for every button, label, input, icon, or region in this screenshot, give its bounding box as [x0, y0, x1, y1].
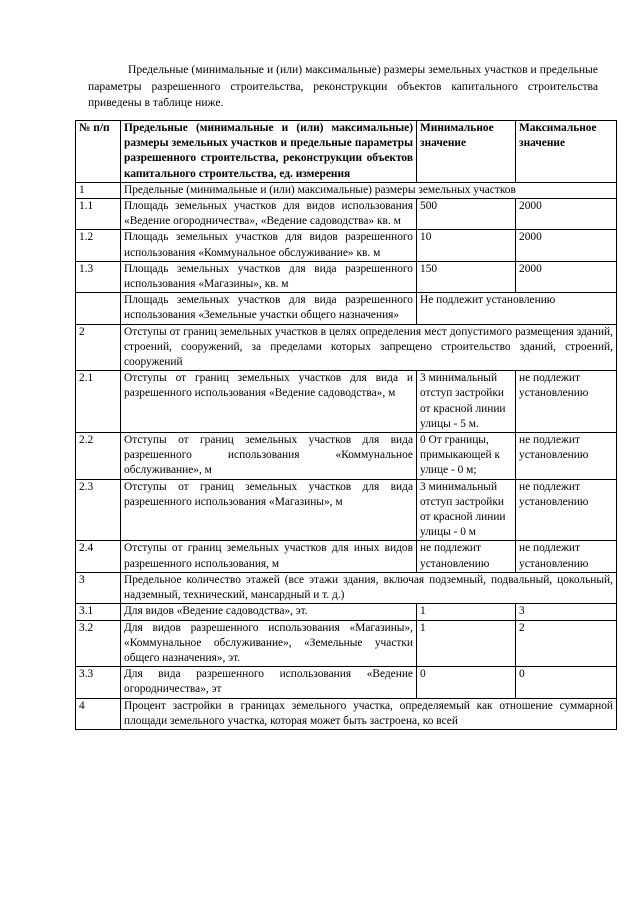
- row-number: 2.2: [76, 433, 121, 480]
- table-row: [76, 230, 617, 261]
- row-parameter: Отступы от границ земельных участков для вида и разрешенного использования «Ведение садоводства», м: [121, 371, 417, 433]
- row-min-value: 150: [417, 261, 516, 292]
- header-number: № п/п: [76, 121, 121, 183]
- table-row: [76, 604, 617, 620]
- row-parameter: Для вида разрешенного использования «Ведение огородничества», эт: [121, 667, 417, 698]
- row-parameter: Площадь земельных участков для вида разрешенного использования «Земельные участки общего назначения»: [121, 293, 417, 324]
- row-number: 2: [76, 324, 121, 371]
- row-number: 1.2: [76, 230, 121, 261]
- header-max: Максимальное значение: [516, 121, 617, 183]
- row-number: 3.2: [76, 620, 121, 667]
- row-min-value: 0: [417, 667, 516, 698]
- intro-paragraph: Предельные (минимальные и (или) максимальные) размеры земельных участков и предельные параметры разрешенного строительства, реконструкции объектов капитального строительства приведены в таблице ниже.: [88, 63, 598, 109]
- row-parameter: Для видов разрешенного использования «Магазины», «Коммунальное обслуживание», «Земельные участки общего назначения», эт.: [121, 620, 417, 667]
- row-section-title: Процент застройки в границах земельного участка, определяемый как отношение суммарной площади земельного участка, которая может быть застроена, ко всей: [121, 698, 617, 729]
- row-number: 2.4: [76, 541, 121, 572]
- row-number: 3.3: [76, 667, 121, 698]
- row-max-value: 2: [516, 620, 617, 667]
- table-row: [76, 261, 617, 292]
- row-parameter: Площадь земельных участков для вида разрешенного использования «Магазины», кв. м: [121, 261, 417, 292]
- header-parameter: Предельные (минимальные и (или) максимальные) размеры земельных участков и предельные параметры разрешенного строительства, реконструкции объектов капитального строительства, ед. измерения: [121, 121, 417, 183]
- row-parameter: Отступы от границ земельных участков для иных видов разрешенного использования, м: [121, 541, 417, 572]
- table-row: [76, 182, 617, 198]
- row-number: 3.1: [76, 604, 121, 620]
- row-min-value: не подлежит установлению: [417, 541, 516, 572]
- row-section-title: Отступы от границ земельных участков в целях определения мест допустимого размещения зданий, строений, сооружений, за пределами которых запрещено строительство зданий, строений, сооружений: [121, 324, 617, 371]
- table-body: [76, 182, 617, 729]
- row-min-value: 1: [417, 620, 516, 667]
- row-max-value: не подлежит установлению: [516, 433, 617, 480]
- row-number: 1.3: [76, 261, 121, 292]
- table-row: [76, 698, 617, 729]
- table-row: [76, 667, 617, 698]
- table-row: [76, 541, 617, 572]
- row-number: 3: [76, 572, 121, 603]
- table-header-row: [76, 121, 617, 183]
- row-section-title: Предельное количество этажей (все этажи здания, включая подземный, подвальный, цокольный, надземный, технический, мансардный и т. д.): [121, 572, 617, 603]
- row-parameter: Площадь земельных участков для видов разрешенного использования «Коммунальное обслуживание» кв. м: [121, 230, 417, 261]
- row-value-merged: Не подлежит установлению: [417, 293, 617, 324]
- row-max-value: 0: [516, 667, 617, 698]
- table-row: [76, 371, 617, 433]
- row-min-value: 1: [417, 604, 516, 620]
- row-number: 4: [76, 698, 121, 729]
- table-row: [76, 620, 617, 667]
- row-number: 2.1: [76, 371, 121, 433]
- row-max-value: 2000: [516, 230, 617, 261]
- row-max-value: не подлежит установлению: [516, 371, 617, 433]
- row-parameter: Отступы от границ земельных участков для вида разрешенного использования «Магазины», м: [121, 479, 417, 541]
- row-max-value: не подлежит установлению: [516, 479, 617, 541]
- header-min: Минимальное значение: [417, 121, 516, 183]
- row-max-value: не подлежит установлению: [516, 541, 617, 572]
- row-parameter: Площадь земельных участков для видов использования «Ведение огородничества», «Ведение садоводства» кв. м: [121, 199, 417, 230]
- table-row: [76, 479, 617, 541]
- table-row: [76, 199, 617, 230]
- row-max-value: 2000: [516, 199, 617, 230]
- row-number: 1: [76, 182, 121, 198]
- row-min-value: 3 минимальный отступ застройки от красной линии улицы - 5 м.: [417, 371, 516, 433]
- row-min-value: 0 От границы, примыкающей к улице - 0 м;: [417, 433, 516, 480]
- row-parameter: Отступы от границ земельных участков для вида разрешенного использования «Коммунальное обслуживание», м: [121, 433, 417, 480]
- row-min-value: 10: [417, 230, 516, 261]
- row-section-title: Предельные (минимальные и (или) максимальные) размеры земельных участков: [121, 182, 617, 198]
- row-min-value: 3 минимальный отступ застройки от красной линии улицы - 0 м: [417, 479, 516, 541]
- row-number: 1.1: [76, 199, 121, 230]
- table-row: [76, 293, 617, 324]
- parameters-table: [75, 120, 617, 730]
- table-row: [76, 324, 617, 371]
- table-row: [76, 572, 617, 603]
- row-max-value: 3: [516, 604, 617, 620]
- row-min-value: 500: [417, 199, 516, 230]
- row-max-value: 2000: [516, 261, 617, 292]
- row-number: 2.3: [76, 479, 121, 541]
- row-number: [76, 293, 121, 324]
- table-row: [76, 433, 617, 480]
- row-parameter: Для видов «Ведение садоводства», эт.: [121, 604, 417, 620]
